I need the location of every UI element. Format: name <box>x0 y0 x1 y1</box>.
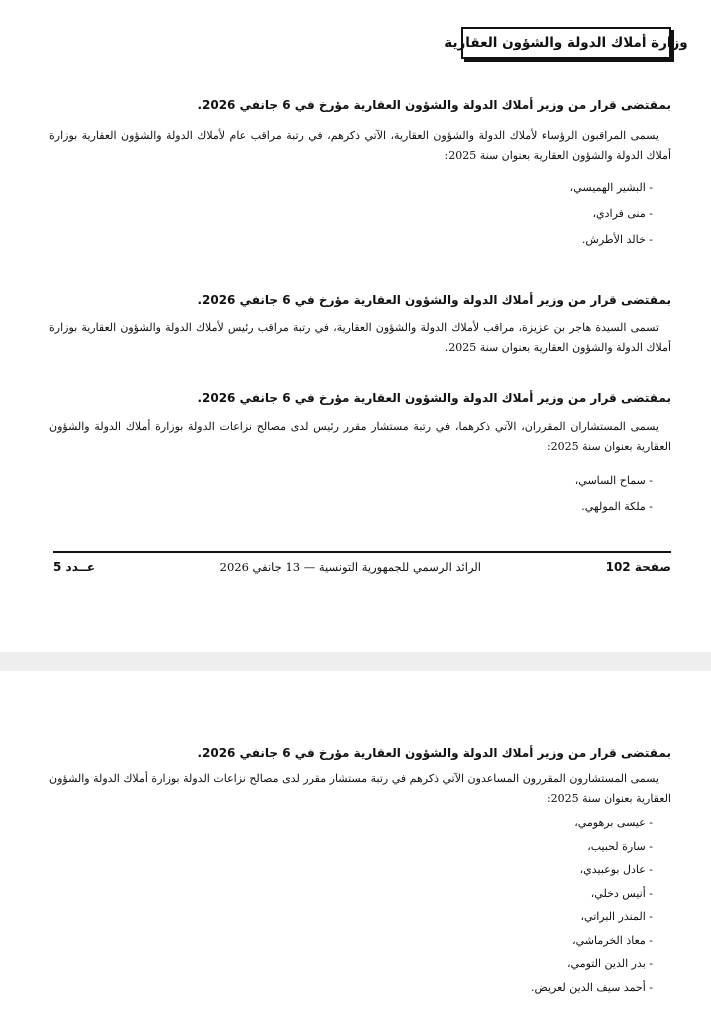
gazette-page-next <box>0 671 711 1010</box>
issue-number: عــدد 5 <box>53 560 96 574</box>
decree-body: تسمى السيدة هاجر بن عزيزة، مراقب لأملاك الدولة والشؤون العقارية، في رتبة مراقب رئيس لأملاك الدولة والشؤون العقارية بوزارة أملاك الدولة والشؤون العقارية بعنوان سنة 2025. <box>49 321 671 354</box>
decree-title: بمقتضى قرار من وزير أملاك الدولة والشؤون العقارية مؤرخ في 6 جانفي 2026. <box>197 98 671 112</box>
appointee-name: - خالد الأطرش. <box>581 233 653 246</box>
decree-body: يسمى المراقبون الرؤساء لأملاك الدولة والشؤون العقارية، الآتي ذكرهم، في رتبة مراقب عام لأملاك الدولة والشؤون العقارية بوزارة أملاك الدولة والشؤون العقارية بعنوان سنة 2025: <box>49 129 671 162</box>
appointee-name: - أحمد سيف الدين لعريض. <box>531 980 653 994</box>
appointee-name: - سماح الساسي، <box>574 474 653 487</box>
decree-body: يسمى المستشارون المقررون المساعدون الآتي ذكرهم في رتبة مستشار مقرر لدى مصالح نزاعات الدولة بوزارة أملاك الدولة والشؤون العقارية بعنوان سنة 2025: <box>49 772 671 805</box>
decree-title: بمقتضى قرار من وزير أملاك الدولة والشؤون العقارية مؤرخ في 6 جانفي 2026. <box>197 293 671 307</box>
appointee-name: - منى فرادي، <box>592 207 653 220</box>
appointee-name: - معاذ الخرماشي، <box>572 933 653 947</box>
appointee-list <box>353 811 653 999</box>
appointee-name: - بدر الدين التومي، <box>567 957 653 970</box>
appointee-name: - عيسى برهومي، <box>574 816 653 829</box>
decree-title: بمقتضى قرار من وزير أملاك الدولة والشؤون العقارية مؤرخ في 6 جانفي 2026. <box>197 391 671 405</box>
appointee-name: - أنيس دخلي، <box>590 886 653 900</box>
appointee-name: - البشير الهميسي، <box>569 181 653 194</box>
appointee-name: - المنذر البراتي، <box>580 910 653 923</box>
appointee-name: - ملكة المولهي. <box>581 500 653 513</box>
appointee-name: - سارة لحبيب، <box>587 839 653 853</box>
appointee-list <box>353 175 653 253</box>
appointee-list <box>353 468 653 520</box>
page-footer <box>53 556 671 578</box>
page-number: صفحة 102 <box>605 560 671 574</box>
appointee-name: - عادل بوعبيدي، <box>579 863 653 876</box>
footer-divider <box>53 551 671 553</box>
ministry-header: وزارة أملاك الدولة والشؤون العقارية <box>461 27 671 59</box>
decree-title: بمقتضى قرار من وزير أملاك الدولة والشؤون العقارية مؤرخ في 6 جانفي 2026. <box>197 746 671 760</box>
decree-body: يسمى المستشاران المقرران، الآتي ذكرهما، في رتبة مستشار مقرر رئيس لدى مصالح نزاعات الدولة بوزارة أملاك الدولة والشؤون العقارية بعنوان سنة 2025: <box>49 420 671 453</box>
page-separator <box>0 652 711 671</box>
gazette-title: الرائد الرسمي للجمهورية التونسية — 13 جانفي 2026 <box>219 560 481 574</box>
